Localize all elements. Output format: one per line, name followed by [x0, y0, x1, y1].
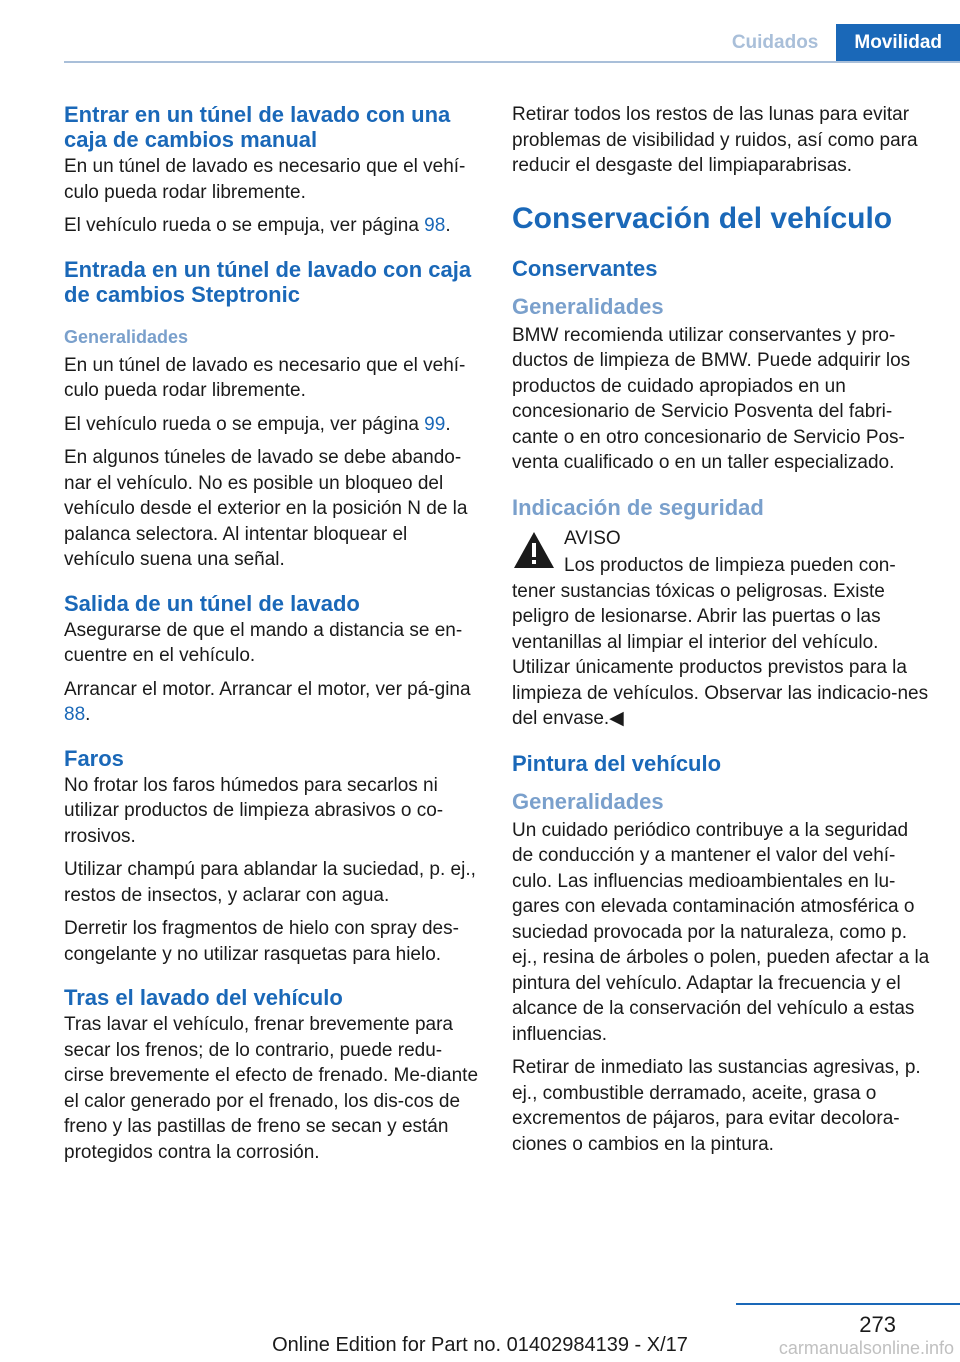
paragraph: No frotar los faros húmedos para secarlos ni utilizar productos de limpieza abrasivos o co‐rrosivos. [64, 774, 444, 847]
heading-manual: Entrar en un túnel de lavado con una caja de cambios manual [64, 102, 451, 152]
page-link[interactable]: 99 [424, 413, 446, 435]
heading-conservacion: Conservación del vehículo [512, 201, 893, 235]
paragraph: Tras lavar el vehículo, frenar brevemente para secar los frenos; de lo contrario, puede redu‐cirse brevemente el efecto de frenado. Me‐diante el calor generado por el frenado, los dis‐cos de freno y las pastillas de freno se secan y están protegidos contra la corrosión. [64, 1014, 479, 1163]
paragraph: Un cuidado periódico contribuye a la seguridad de conducción y a mantener el valor del vehí‐culo. Las influencias medioambientales en lu‐gares con elevada contaminación atmosférica o suciedad provocada por la naturaleza, como p. ej., resina de árboles o polen, pueden afectar a la pintura del vehículo. Adaptar la frecuencia y el alcance de la conservación del vehículo a estas influencias. [512, 819, 930, 1045]
paragraph: Retirar de inmediato las sustancias agresivas, p. ej., combustible derramado, aceite, grasa o excrementos de pájaros, para evitar decolora‐ciones o cambios en la pintura. [512, 1057, 921, 1155]
subheading-generalidades: Generalidades [64, 326, 189, 347]
page-link[interactable]: 98 [424, 215, 446, 236]
warning-text: Los productos de limpieza pueden con‐ tener sustancias tóxicas o peligrosas. Existe peligro de lesionarse. Abrir las puertas o las ventanillas al limpiar el interior del vehículo. Utilizar únicamente productos previstos para la limpieza de vehículos. Observar las indicacio‐nes del envase.◀ [512, 555, 929, 729]
subheading-generalidades: Generalidades [512, 293, 664, 319]
right-column [512, 102, 930, 1165]
heading-conservantes: Conservantes [512, 255, 658, 281]
heading-tras-lavado: Tras el lavado del vehículo [64, 985, 343, 1010]
heading-pintura: Pintura del vehículo [512, 750, 722, 776]
page-number: 273 [859, 1312, 896, 1337]
paragraph: El vehículo rueda o se empuja, ver página 98. [64, 215, 451, 236]
tab-movilidad[interactable]: Movilidad [836, 24, 960, 62]
footer-edition: Online Edition for Part no. 01402984139 - X/17 [272, 1334, 688, 1356]
paragraph: Derretir los fragmentos de hielo con spray des‐congelante y no utilizar rasquetas para hielo. [64, 918, 459, 965]
paragraph: En un túnel de lavado es necesario que el vehí‐culo pueda rodar libremente. [64, 156, 466, 203]
heading-steptronic: Entrada en un túnel de lavado con caja de cambios Steptronic [64, 256, 472, 307]
paragraph: En un túnel de lavado es necesario que el vehí‐culo pueda rodar libremente. [64, 354, 466, 401]
subheading-generalidades: Generalidades [512, 788, 664, 814]
paragraph: BMW recomienda utilizar conservantes y pro‐ductos de limpieza de BMW. Puede adquirir los productos de cuidado apropiados en un concesionario de Servicio Posventa del fabri‐cante o en otro concesionario de Servicio Pos‐venta cualificado o en un taller especializado. [512, 324, 911, 473]
paragraph: Asegurarse de que el mando a distancia se en‐cuentre en el vehículo. [64, 619, 463, 666]
header-tabs [714, 24, 960, 62]
warning-icon [512, 530, 556, 570]
paragraph: Utilizar champú para ablandar la suciedad, p. ej., restos de insectos, y aclarar con agua. [64, 859, 476, 906]
heading-salida: Salida de un túnel de lavado [64, 590, 360, 616]
header-rule [64, 61, 960, 63]
page-link[interactable]: 88 [64, 704, 86, 725]
left-column [64, 102, 480, 1173]
subheading-seguridad: Indicación de seguridad [512, 494, 764, 520]
warning-block [512, 526, 930, 732]
watermark: carmanualsonline.info [778, 1338, 954, 1358]
paragraph: En algunos túneles de lavado se debe abando‐nar el vehículo. No es posible un bloqueo del vehículo desde el exterior en la posición N de la palanca selectora. Al intentar bloquear el vehículo suena una señal. [64, 447, 468, 570]
heading-faros: Faros [64, 745, 124, 771]
footer-rule [736, 1303, 960, 1305]
paragraph: El vehículo rueda o se empuja, ver página 99. [64, 413, 451, 435]
paragraph: Arrancar el motor. Arrancar el motor, ver pá‐gina 88. [64, 678, 471, 725]
paragraph: Retirar todos los restos de las lunas para evitar problemas de visibilidad y ruidos, así como para reducir el desgaste del limpiaparabrisas. [512, 104, 918, 176]
tab-cuidados[interactable]: Cuidados [714, 24, 837, 62]
warning-title: AVISO [564, 527, 621, 549]
